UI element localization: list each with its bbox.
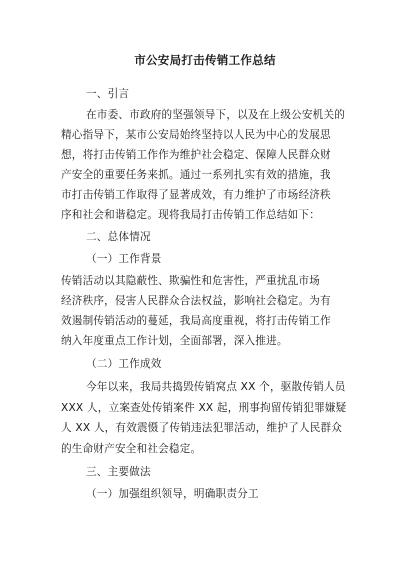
paragraph-line: 产安全的重要任务来抓。通过一系列扎实有效的措施，我 — [61, 169, 331, 181]
section-heading-main-practices: 三、主要做法 — [86, 466, 151, 478]
subsection-heading-results: （二）工作成效 — [86, 358, 162, 370]
paragraph-line: 传销活动以其隐蔽性、欺骗性和危害性，严重扰乱市场 — [61, 275, 321, 287]
subsection-heading-background: （一）工作背景 — [86, 253, 162, 265]
paragraph-line: 的生命财产安全和社会稳定。 — [61, 443, 202, 455]
section-heading-overview: 二、总体情况 — [86, 231, 151, 243]
document-title: 市公安局打击传销工作总结 — [134, 53, 276, 67]
paragraph-line: 今年以来，我局共捣毁传销窝点 XX 个，驱散传销人员 — [86, 381, 346, 393]
paragraph-line: 序和社会和谐稳定。现将我局打击传销工作总结如下： — [61, 209, 321, 221]
paragraph-line: XXX 人，立案查处传销案件 XX 起，刑事拘留传销犯罪嫌疑 — [61, 402, 347, 414]
paragraph-line: 市打击传销工作取得了显著成效，有力维护了市场经济秩 — [61, 189, 331, 201]
paragraph-line: 精心指导下，某市公安局始终坚持以人民为中心的发展思 — [61, 129, 331, 141]
paragraph-line: 效遏制传销活动的蔓延，我局高度重视，将打击传销工作 — [61, 315, 331, 327]
section-heading-introduction: 一、引言 — [86, 88, 130, 100]
paragraph-line: 人 XX 人，有效震慑了传销违法犯罪活动，维护了人民群众 — [61, 422, 343, 434]
paragraph-line: 想，将打击传销工作作为维护社会稳定、保障人民群众财 — [61, 149, 331, 161]
paragraph-line: 在市委、市政府的坚强领导下，以及在上级公安机关的 — [86, 109, 346, 121]
subsection-heading-organization: （一）加强组织领导，明确职责分工 — [86, 488, 259, 500]
paragraph-line: 纳入年度重点工作计划，全面部署，深入推进。 — [61, 335, 288, 347]
paragraph-line: 经济秩序，侵害人民群众合法权益，影响社会稳定。为有 — [61, 295, 331, 307]
